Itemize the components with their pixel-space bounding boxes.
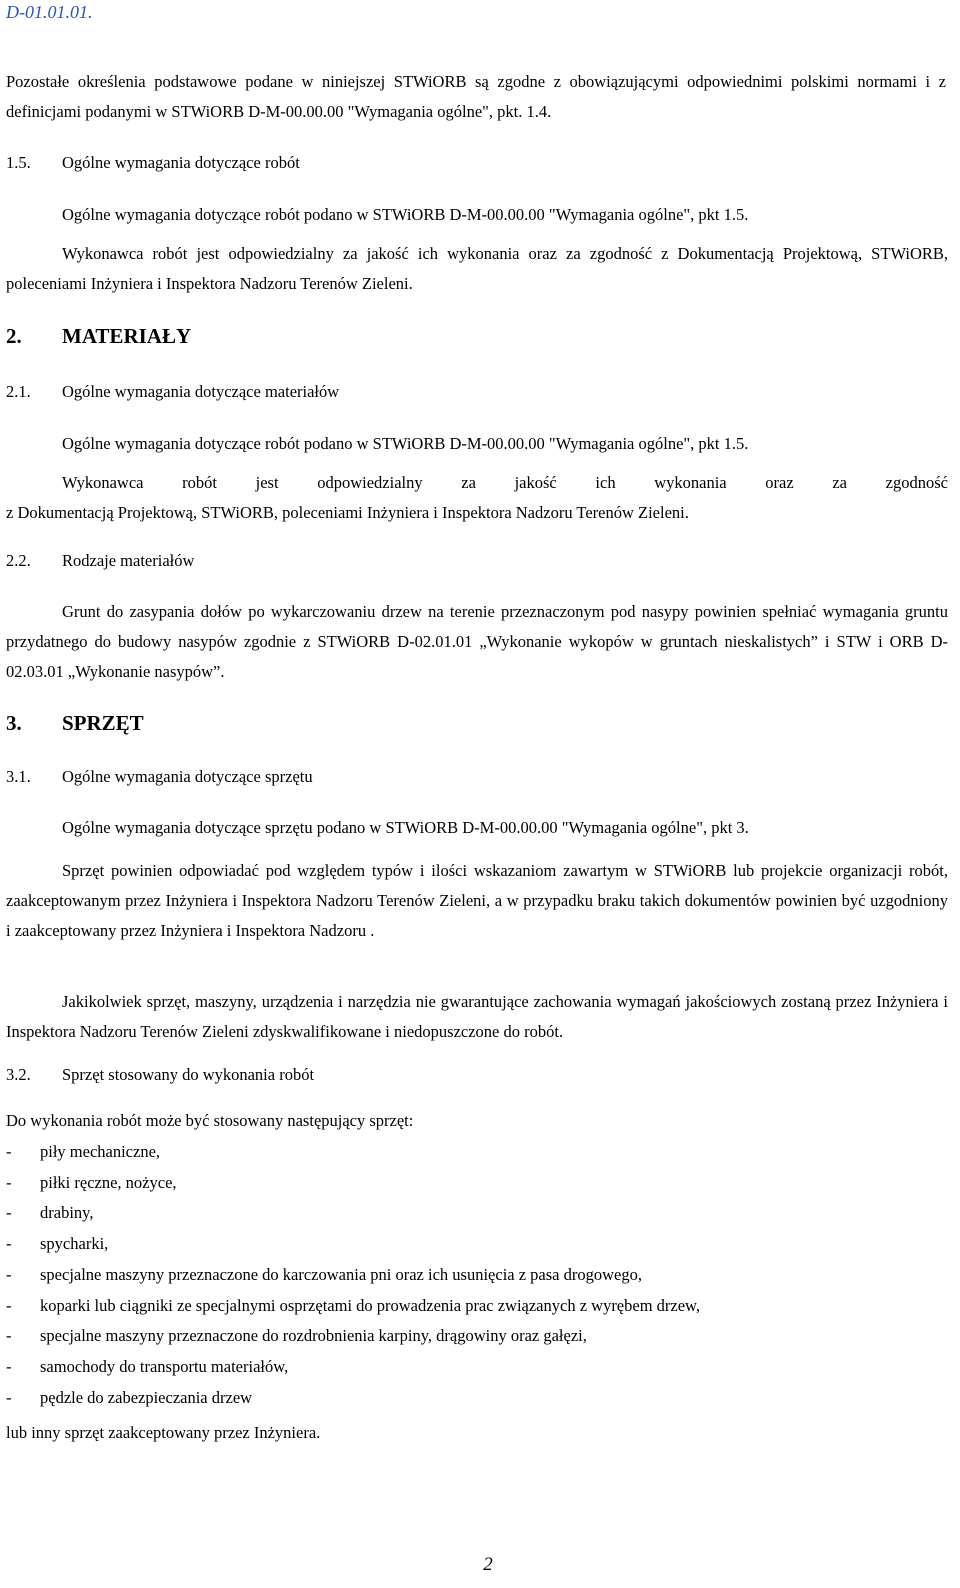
section-title: Ogólne wymagania dotyczące materiałów xyxy=(62,382,340,401)
section-3-1-paragraph-2: Sprzęt powinien odpowiadać pod względem typów i ilości wskazaniom zawartym w STWiORB lub projekcie organizacji robót, zaakceptowanym przez Inżyniera i Inspektora Nadzoru Terenów Zieleni, a w przypadku braku takich dokumentów powinien być uzgodniony i zaakceptowany przez Inżyniera i Inspektora Nadzoru . xyxy=(6,861,948,940)
section-3-1-paragraph-3: Jakikolwiek sprzęt, maszyny, urządzenia i narzędzia nie gwarantujące zachowania wymagań jakościowych zostaną przez Inżyniera i Inspektora Nadzoru Terenów Zieleni zdyskwalifikowane i niedopuszczone do robót. xyxy=(6,992,948,1041)
list-item: - drabiny, xyxy=(6,1198,700,1229)
list-dash: - xyxy=(6,1264,12,1284)
section-2-1-heading xyxy=(6,377,339,407)
section-title: Ogólne wymagania dotyczące sprzętu xyxy=(62,767,313,786)
equipment-list-intro: Do wykonania robót może być stosowany następujący sprzęt: xyxy=(6,1111,414,1130)
section-number: 1.5. xyxy=(6,153,31,172)
list-dash: - xyxy=(6,1387,12,1407)
page-number: 2 xyxy=(483,1554,493,1575)
list-dash: - xyxy=(6,1326,12,1346)
section-number: 3.1. xyxy=(6,767,31,786)
list-dash: - xyxy=(6,1172,12,1192)
section-1-5-heading xyxy=(6,148,300,178)
list-dash: - xyxy=(6,1234,12,1254)
list-item: - piłki ręczne, nożyce, xyxy=(6,1168,700,1199)
list-item: - koparki lub ciągniki ze specjalnymi osprzętami do prowadzenia prac związanych z wyrębem drzew, xyxy=(6,1291,700,1322)
list-dash: - xyxy=(6,1356,12,1376)
section-2-1-paragraph-1: Ogólne wymagania dotyczące robót podano w STWiORB D-M-00.00.00 "Wymagania ogólne", pkt 1.5. xyxy=(62,434,749,453)
page-number-footer xyxy=(0,1554,960,1576)
section-number: 2.2. xyxy=(6,551,31,570)
equipment-list xyxy=(6,1137,700,1413)
list-dash: - xyxy=(6,1142,12,1161)
section-title: Sprzęt stosowany do wykonania robót xyxy=(62,1065,315,1084)
section-2-heading xyxy=(6,321,191,351)
list-item: - samochody do transportu materiałów, xyxy=(6,1352,700,1383)
section-2-1-paragraph-2-line-1: Wykonawca robót jest odpowiedzialny za jakość ich wykonania oraz za zgodność xyxy=(62,473,948,492)
intro-paragraph: Pozostałe określenia podstawowe podane w niniejszej STWiORB są zgodne z obowiązującymi odpowiednimi polskimi normami i z definicjami podanymi w STWiORB D-M-00.00.00 "Wymagania ogólne", pkt. 1.4. xyxy=(6,72,946,121)
list-dash: - xyxy=(6,1295,12,1315)
equipment-list-outro: lub inny sprzęt zaakceptowany przez Inżyniera. xyxy=(6,1423,321,1442)
list-dash: - xyxy=(6,1203,12,1223)
section-title: Rodzaje materiałów xyxy=(62,551,195,570)
section-title: Ogólne wymagania dotyczące robót xyxy=(62,153,300,172)
section-3-1-paragraph-1: Ogólne wymagania dotyczące sprzętu podano w STWiORB D-M-00.00.00 "Wymagania ogólne", pkt 3. xyxy=(62,818,749,837)
section-1-5-paragraph-2: Wykonawca robót jest odpowiedzialny za jakość ich wykonania oraz za zgodność z Dokumentacją Projektową, STWiORB, poleceniami Inżyniera i Inspektora Nadzoru Terenów Zieleni. xyxy=(6,244,948,293)
section-1-5-paragraph-1: Ogólne wymagania dotyczące robót podano w STWiORB D-M-00.00.00 "Wymagania ogólne", pkt 1.5. xyxy=(62,205,749,224)
section-2-1-paragraph-2-line-2: z Dokumentacją Projektową, STWiORB, poleceniami Inżyniera i Inspektora Nadzoru Terenów Zieleni. xyxy=(6,503,689,522)
section-3-2-heading xyxy=(6,1060,314,1090)
section-number: 2.1. xyxy=(6,382,31,401)
section-3-heading xyxy=(6,708,144,738)
list-item: - specjalne maszyny przeznaczone do karczowania pni oraz ich usunięcia z pasa drogowego, xyxy=(6,1260,700,1291)
section-number: 2. xyxy=(6,324,22,348)
section-title: SPRZĘT xyxy=(62,711,144,735)
section-2-2-paragraph-1: Grunt do zasypania dołów po wykarczowaniu drzew na terenie przeznaczonym pod nasypy powinien spełniać wymagania gruntu przydatnego do budowy nasypów zgodnie z STWiORB D-02.01.01 „Wykonanie wykopów w gruntach nieskalistych” i STW i ORB D-02.03.01 „Wykonanie nasypów”. xyxy=(6,602,948,681)
list-item: - specjalne maszyny przeznaczone do rozdrobnienia karpiny, drągowiny oraz gałęzi, xyxy=(6,1321,700,1352)
section-number: 3. xyxy=(6,711,22,735)
section-title: MATERIAŁY xyxy=(62,324,192,348)
list-item: - piły mechaniczne, xyxy=(6,1137,700,1168)
section-2-2-heading xyxy=(6,546,194,576)
document-code-header: D-01.01.01. xyxy=(6,2,93,22)
list-item: - pędzle do zabezpieczania drzew xyxy=(6,1383,700,1414)
list-item: - spycharki, xyxy=(6,1229,700,1260)
section-3-1-heading xyxy=(6,762,313,792)
section-number: 3.2. xyxy=(6,1065,31,1084)
